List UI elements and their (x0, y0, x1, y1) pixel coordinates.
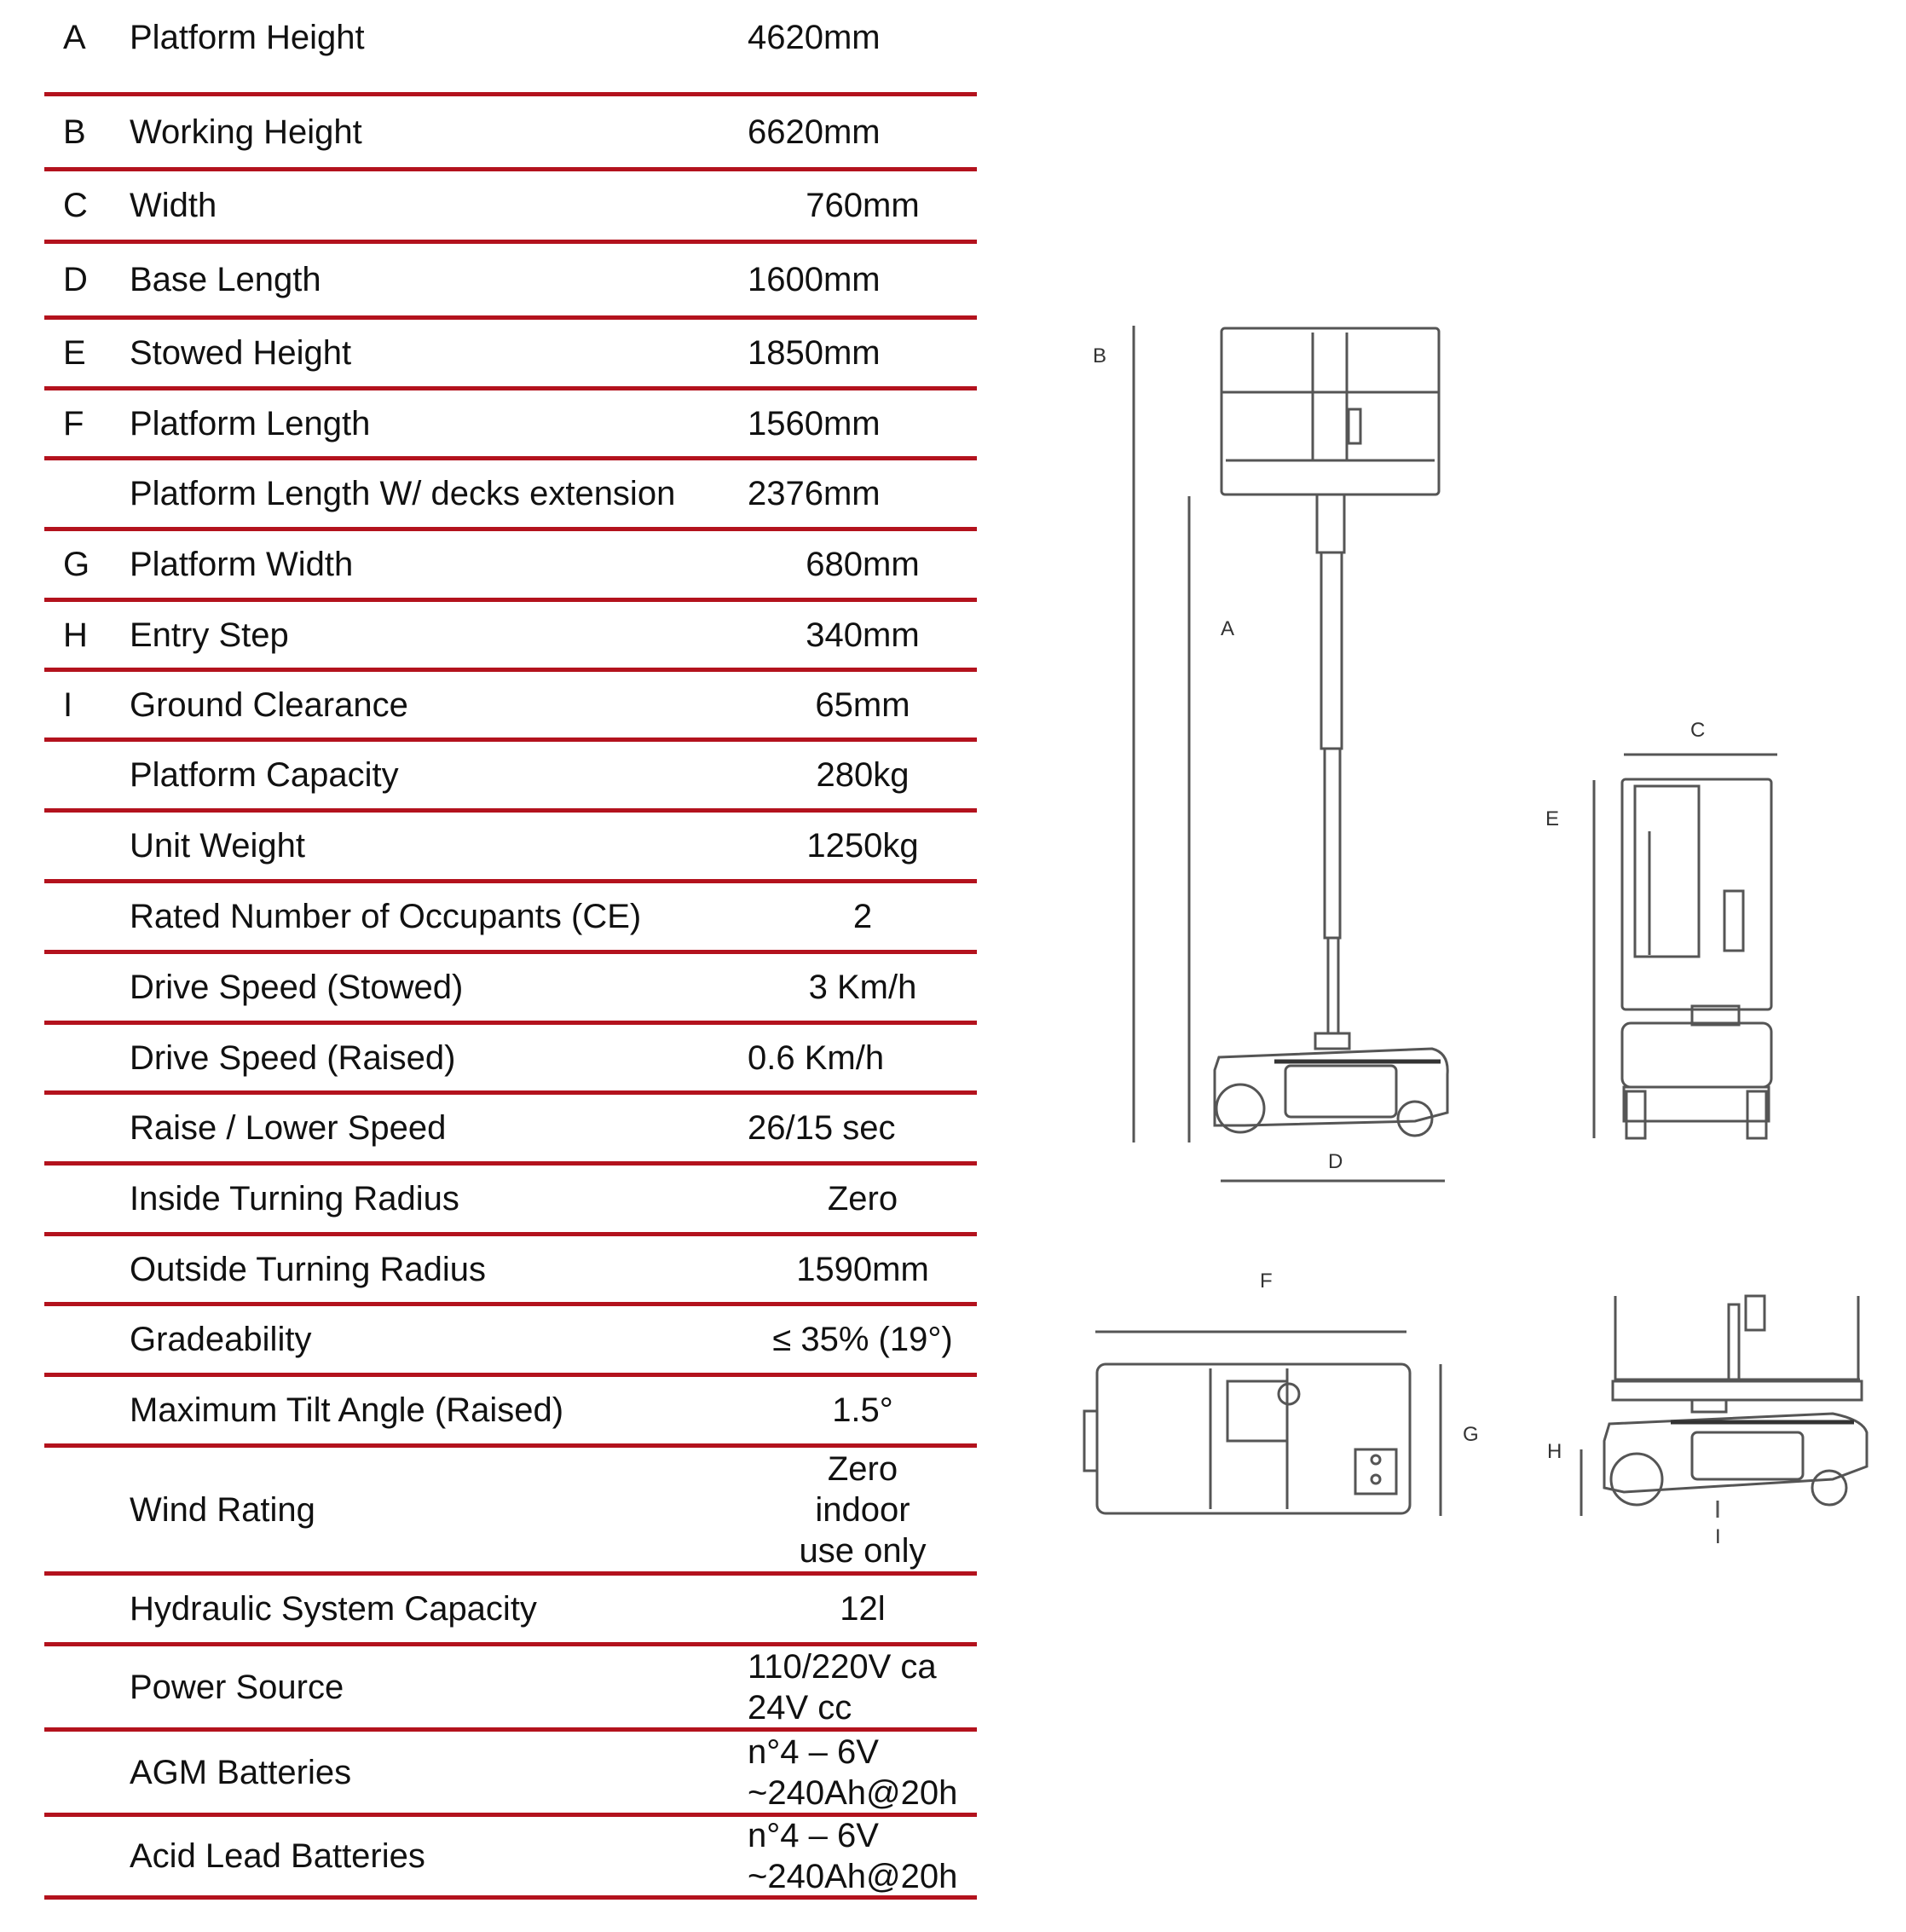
spec-table (44, 0, 977, 1900)
top-view-diagram (1084, 1332, 1441, 1516)
spec-value: 0.6 Km/h (748, 1038, 885, 1077)
spec-letter (63, 1817, 114, 1895)
spec-row (44, 1166, 977, 1236)
spec-letter (63, 883, 114, 950)
spec-letter (63, 813, 114, 879)
spec-value: 340mm (806, 616, 920, 654)
spec-name: Wind Rating (130, 1490, 315, 1529)
spec-letter: G (63, 546, 90, 583)
spec-row (44, 742, 977, 813)
spec-name: Outside Turning Radius (130, 1250, 487, 1288)
spec-row (44, 1306, 977, 1377)
spec-name: Drive Speed (Stowed) (130, 969, 464, 1006)
spec-letter: D (63, 261, 88, 298)
side-view-stowed-diagram (1581, 1296, 1867, 1518)
spec-row (44, 1025, 977, 1095)
spec-value: Zero (827, 1180, 898, 1218)
spec-name: Width (130, 187, 217, 224)
spec-letter (63, 1306, 114, 1373)
spec-name: Hydraulic System Capacity (130, 1590, 537, 1628)
spec-letter (63, 460, 114, 527)
spec-row (44, 320, 977, 390)
spec-letter (63, 1236, 114, 1302)
dim-label-i: I (1715, 1525, 1721, 1548)
spec-letter (63, 742, 114, 808)
spec-letter (63, 954, 114, 1021)
spec-letter (63, 1732, 114, 1813)
spec-value: ≤ 35% (19°) (772, 1321, 953, 1358)
spec-value: 26/15 sec (748, 1109, 896, 1147)
spec-name: AGM Batteries (130, 1753, 352, 1791)
spec-value: n°4 – 6V ~240Ah@20h (748, 1732, 958, 1812)
spec-value: 1590mm (796, 1250, 929, 1288)
spec-name: Power Source (130, 1668, 344, 1706)
spec-letter (63, 1025, 114, 1090)
spec-name: Platform Height (130, 19, 365, 56)
side-view-raised-diagram (1134, 326, 1447, 1181)
spec-value: 760mm (806, 187, 920, 224)
spec-row (44, 96, 977, 171)
spec-name: Entry Step (130, 616, 289, 654)
spec-value: 280kg (816, 756, 910, 794)
spec-letter: B (63, 113, 86, 151)
spec-row (44, 1817, 977, 1900)
spec-row (44, 531, 977, 602)
spec-row (44, 244, 977, 320)
spec-name: Platform Length W/ decks extension (130, 475, 676, 512)
spec-value: 3 Km/h (808, 969, 917, 1006)
spec-row (44, 1576, 977, 1646)
spec-row (44, 954, 977, 1025)
spec-name: Rated Number of Occupants (CE) (130, 898, 642, 935)
spec-row (44, 1236, 977, 1306)
spec-letter: F (63, 404, 84, 443)
spec-value: 65mm (815, 685, 910, 724)
spec-row (44, 171, 977, 244)
spec-row (44, 1095, 977, 1166)
spec-value: n°4 – 6V ~240Ah@20h (748, 1817, 958, 1895)
spec-row (44, 1377, 977, 1448)
spec-letter: A (63, 19, 86, 56)
spec-letter (63, 1166, 114, 1232)
front-view-diagram (1594, 755, 1777, 1138)
spec-value: 1.5° (832, 1391, 893, 1429)
dim-label-c: C (1690, 719, 1706, 742)
spec-letter (63, 1576, 114, 1642)
spec-row (44, 602, 977, 672)
spec-name: Gradeability (130, 1321, 312, 1358)
spec-row (44, 883, 977, 954)
spec-name: Stowed Height (130, 334, 352, 372)
spec-name: Inside Turning Radius (130, 1180, 459, 1218)
spec-row (44, 813, 977, 883)
spec-value: 2 (852, 898, 873, 935)
spec-row (44, 1732, 977, 1817)
spec-name: Unit Weight (130, 827, 306, 865)
spec-name: Platform Width (130, 546, 354, 583)
spec-value: 680mm (806, 546, 920, 583)
dim-label-e: E (1545, 807, 1560, 830)
spec-letter: H (63, 616, 88, 654)
dim-label-b: B (1093, 344, 1107, 367)
spec-letter (63, 1095, 114, 1161)
spec-row (44, 672, 977, 742)
spec-value: 2376mm (748, 475, 881, 512)
spec-name: Base Length (130, 261, 321, 298)
spec-row (44, 0, 977, 96)
spec-row (44, 390, 977, 460)
spec-name: Acid Lead Batteries (130, 1837, 425, 1875)
dim-label-a: A (1221, 617, 1235, 640)
spec-row (44, 1448, 977, 1576)
spec-value: 12l (840, 1590, 886, 1628)
spec-value: 4620mm (748, 19, 881, 56)
spec-letter (63, 1646, 114, 1727)
spec-letter (63, 1448, 114, 1571)
spec-value: 6620mm (748, 113, 881, 151)
dim-label-g: G (1463, 1423, 1479, 1446)
spec-row (44, 1646, 977, 1732)
spec-value: 110/220V ca 24V cc (748, 1647, 937, 1727)
spec-value: 1600mm (748, 261, 881, 298)
spec-name: Maximum Tilt Angle (Raised) (130, 1391, 564, 1429)
spec-name: Drive Speed (Raised) (130, 1038, 456, 1077)
spec-value: 1850mm (748, 334, 881, 372)
dim-label-f: F (1260, 1270, 1273, 1293)
spec-letter: I (63, 685, 73, 724)
spec-name: Platform Capacity (130, 756, 399, 794)
spec-letter: E (63, 334, 86, 372)
spec-value: Zero indoor use only (799, 1449, 927, 1570)
spec-letter: C (63, 187, 88, 224)
spec-name: Platform Length (130, 404, 371, 443)
dim-label-d: D (1328, 1150, 1343, 1173)
spec-value: 1250kg (806, 827, 919, 865)
spec-name: Working Height (130, 113, 362, 151)
spec-row (44, 460, 977, 531)
spec-name: Ground Clearance (130, 685, 408, 724)
spec-value: 1560mm (748, 404, 881, 443)
spec-name: Raise / Lower Speed (130, 1109, 447, 1147)
spec-letter (63, 1377, 114, 1443)
dim-label-h: H (1547, 1440, 1562, 1463)
